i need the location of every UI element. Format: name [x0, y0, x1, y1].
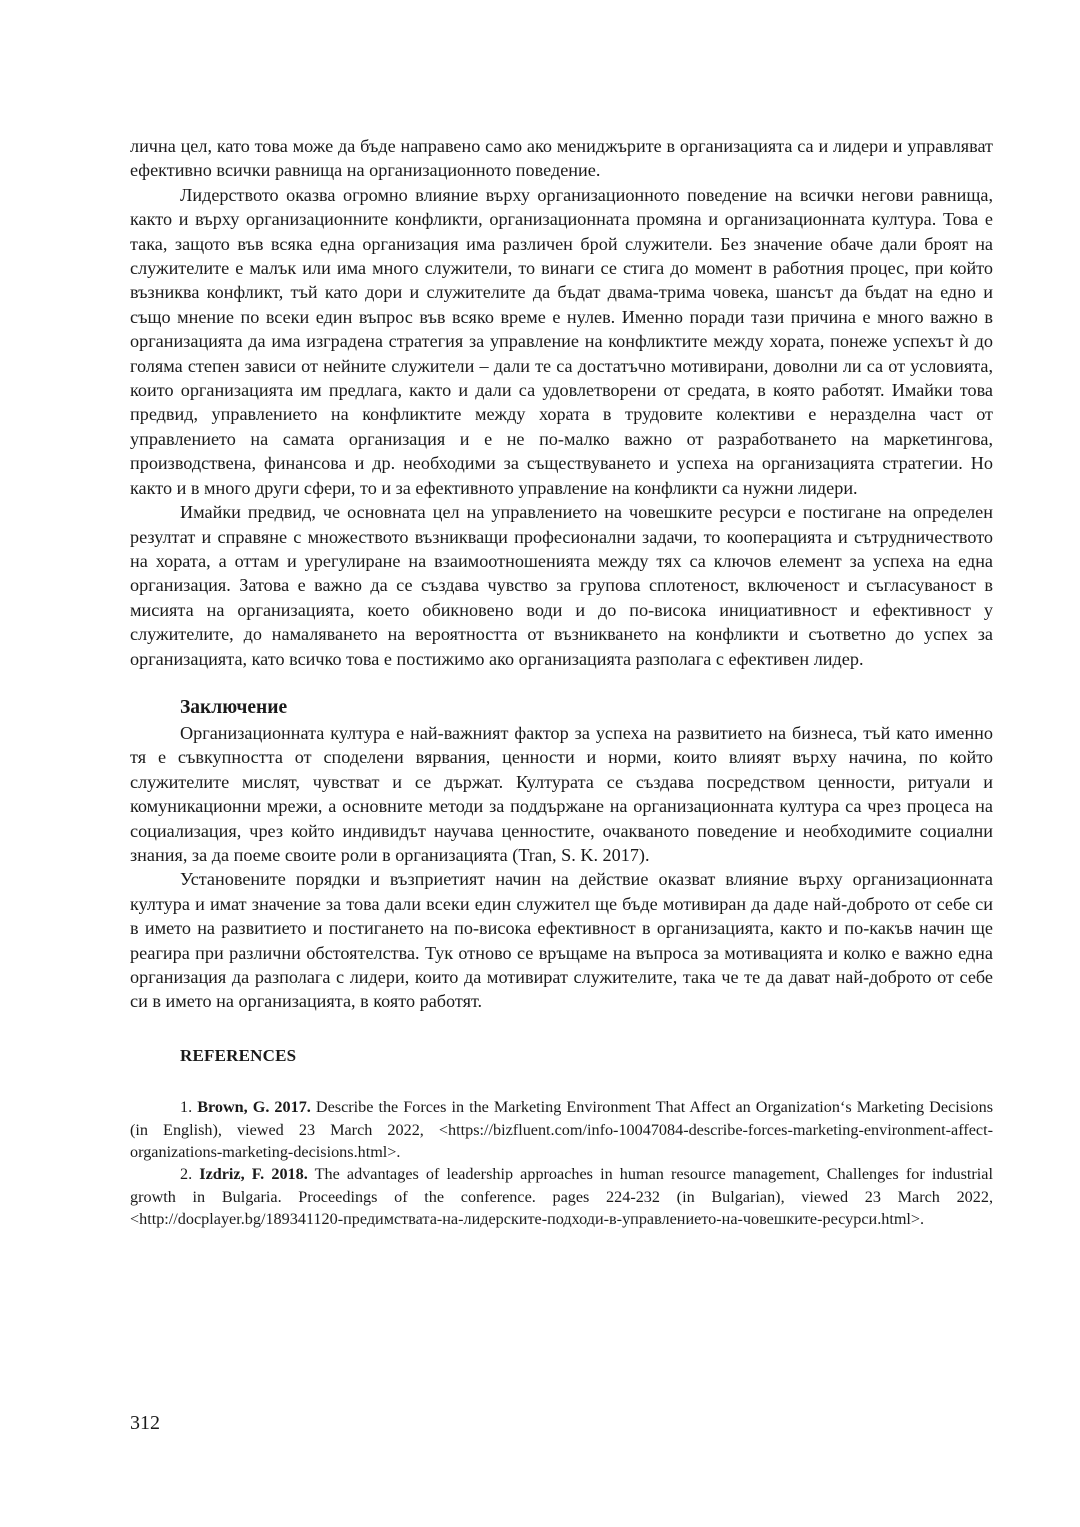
- reference-item: [130, 1096, 993, 1163]
- reference-text: Describe the Forces in the Marketing Environment That Affect an Organization‘s Marketing Decisions (in English), viewed 23 March 2022, <https://bizfluent.com/info-10047084-describe-forces-marketing-environment-affect-organizations-marketing-decisions.html>.: [130, 1098, 994, 1162]
- reference-text: The advantages of leadership approaches in human resource management, Challenges for industrial growth in Bulgaria. Proceedings of the conference. pages 224-232 (in Bulgarian), viewed 23 March 2022, <http://docplayer.bg/189341120-предимствата-на-лидерските-подходи-в-управлението-на-човешките-ресурси.html>.: [130, 1165, 993, 1229]
- conclusion-paragraph-2: Установените порядки и възприетият начин на действие оказват влияние върху организационната култура и имат значение за това дали всеки един служител ще бъде мотивиран да даде най-доброто от себе си в името на развитието и постигането на по-висока ефективност в организацията, както и по-какъв начин ще реагира при различни обстоятелства. Тук отново се връщаме на въпроса за мотивацията и колко е важно една организация да разполага с лидери, които да мотивират служителите, така че те да дават най-доброто от себе си в името на организацията, в която работят.: [130, 869, 993, 1012]
- conclusion-paragraph-1: Организационната култура е най-важният фактор за успеха на развитието на бизнеса, тъй като именно тя е съвкупността от споделени вярвания, ценности и норми, които влияят върху начина, по който служителите мислят, чувстват и се държат. Културата се създава посредством ценности, ритуали и комуникационни мрежи, а основните методи за поддържане на организационната култура са чрез процеса на социализация, чрез който индивидът научава ценностите, очакваното поведение и необходимите социални знания, за да поеме своите роли в организацията (Tran, S. K. 2017).: [130, 722, 993, 865]
- references-heading: REFERENCES: [180, 1045, 297, 1065]
- page-number: 312: [130, 1412, 160, 1434]
- reference-number: 1.: [180, 1098, 193, 1117]
- body-paragraph-3: Имайки предвид, че основната цел на управлението на човешките ресурси е постигане на определен резултат и справяне с множеството възникващи професионални задачи, то кооперацията и сътрудничеството на хората, а оттам и урегулиране на взаимоотношенията между тях са ключов елемент за успеха на една организация. Затова е важно да се създава чувство за групова сплотеност, включеност и съгласуваност в мисията на организацията, което обикновено води и до по-висока инициативност и ефективност у служителите, до намаляването на вероятността от възникването на конфликти и съответно до успех за организацията, като всичко това е постижимо ако организацията разполага с ефективен лидер.: [130, 502, 993, 669]
- reference-author: Izdriz, F. 2018.: [199, 1165, 308, 1184]
- reference-item: [130, 1163, 993, 1230]
- reference-number: 2.: [180, 1165, 193, 1184]
- page-content: [130, 134, 993, 1231]
- reference-author: Brown, G. 2017.: [197, 1098, 311, 1117]
- body-paragraph-1: лична цел, като това може да бъде направено само ако мениджърите в организацията са и лидери и управляват ефективно всички равнища на организационното поведение.: [130, 136, 993, 181]
- conclusion-heading: Заключение: [180, 696, 288, 718]
- body-paragraph-2: Лидерството оказва огромно влияние върху организационното поведение на всички негови равнища, както и върху организационните конфликти, организационната промяна и организационната култура. Това е така, защото във всяка една организация има различен брой служители. Без значение обаче дали броят на служителите е малък или има много служители, то винаги се стига до момент в работния процес, при който възниква конфликт, тъй като дори и служителите да бъдат двама-трима човека, шансът да бъдат на едно и също мнение по всеки един въпрос във всяко време е нулев. Именно поради тази причина е много важно в организацията да има изградена стратегия за управление на конфликтите между хората, понеже успехът ѝ до голяма степен зависи от нейните служители – дали те са достатъчно мотивирани, доволни ли са от условията, които организацията им предлага, както и дали са удовлетворени от средата, в която работят. Имайки това предвид, управлението на конфликтите между хората в трудовите колективи е неразделна част от управлението на самата организация и е не по-малко важно от разработването на маркетингова, производствена, финансова и др. необходими за съществуването и успеха на организацията стратегии. Но както и в много други сфери, то и за ефективното управление на конфликти са нужни лидери.: [130, 184, 993, 498]
